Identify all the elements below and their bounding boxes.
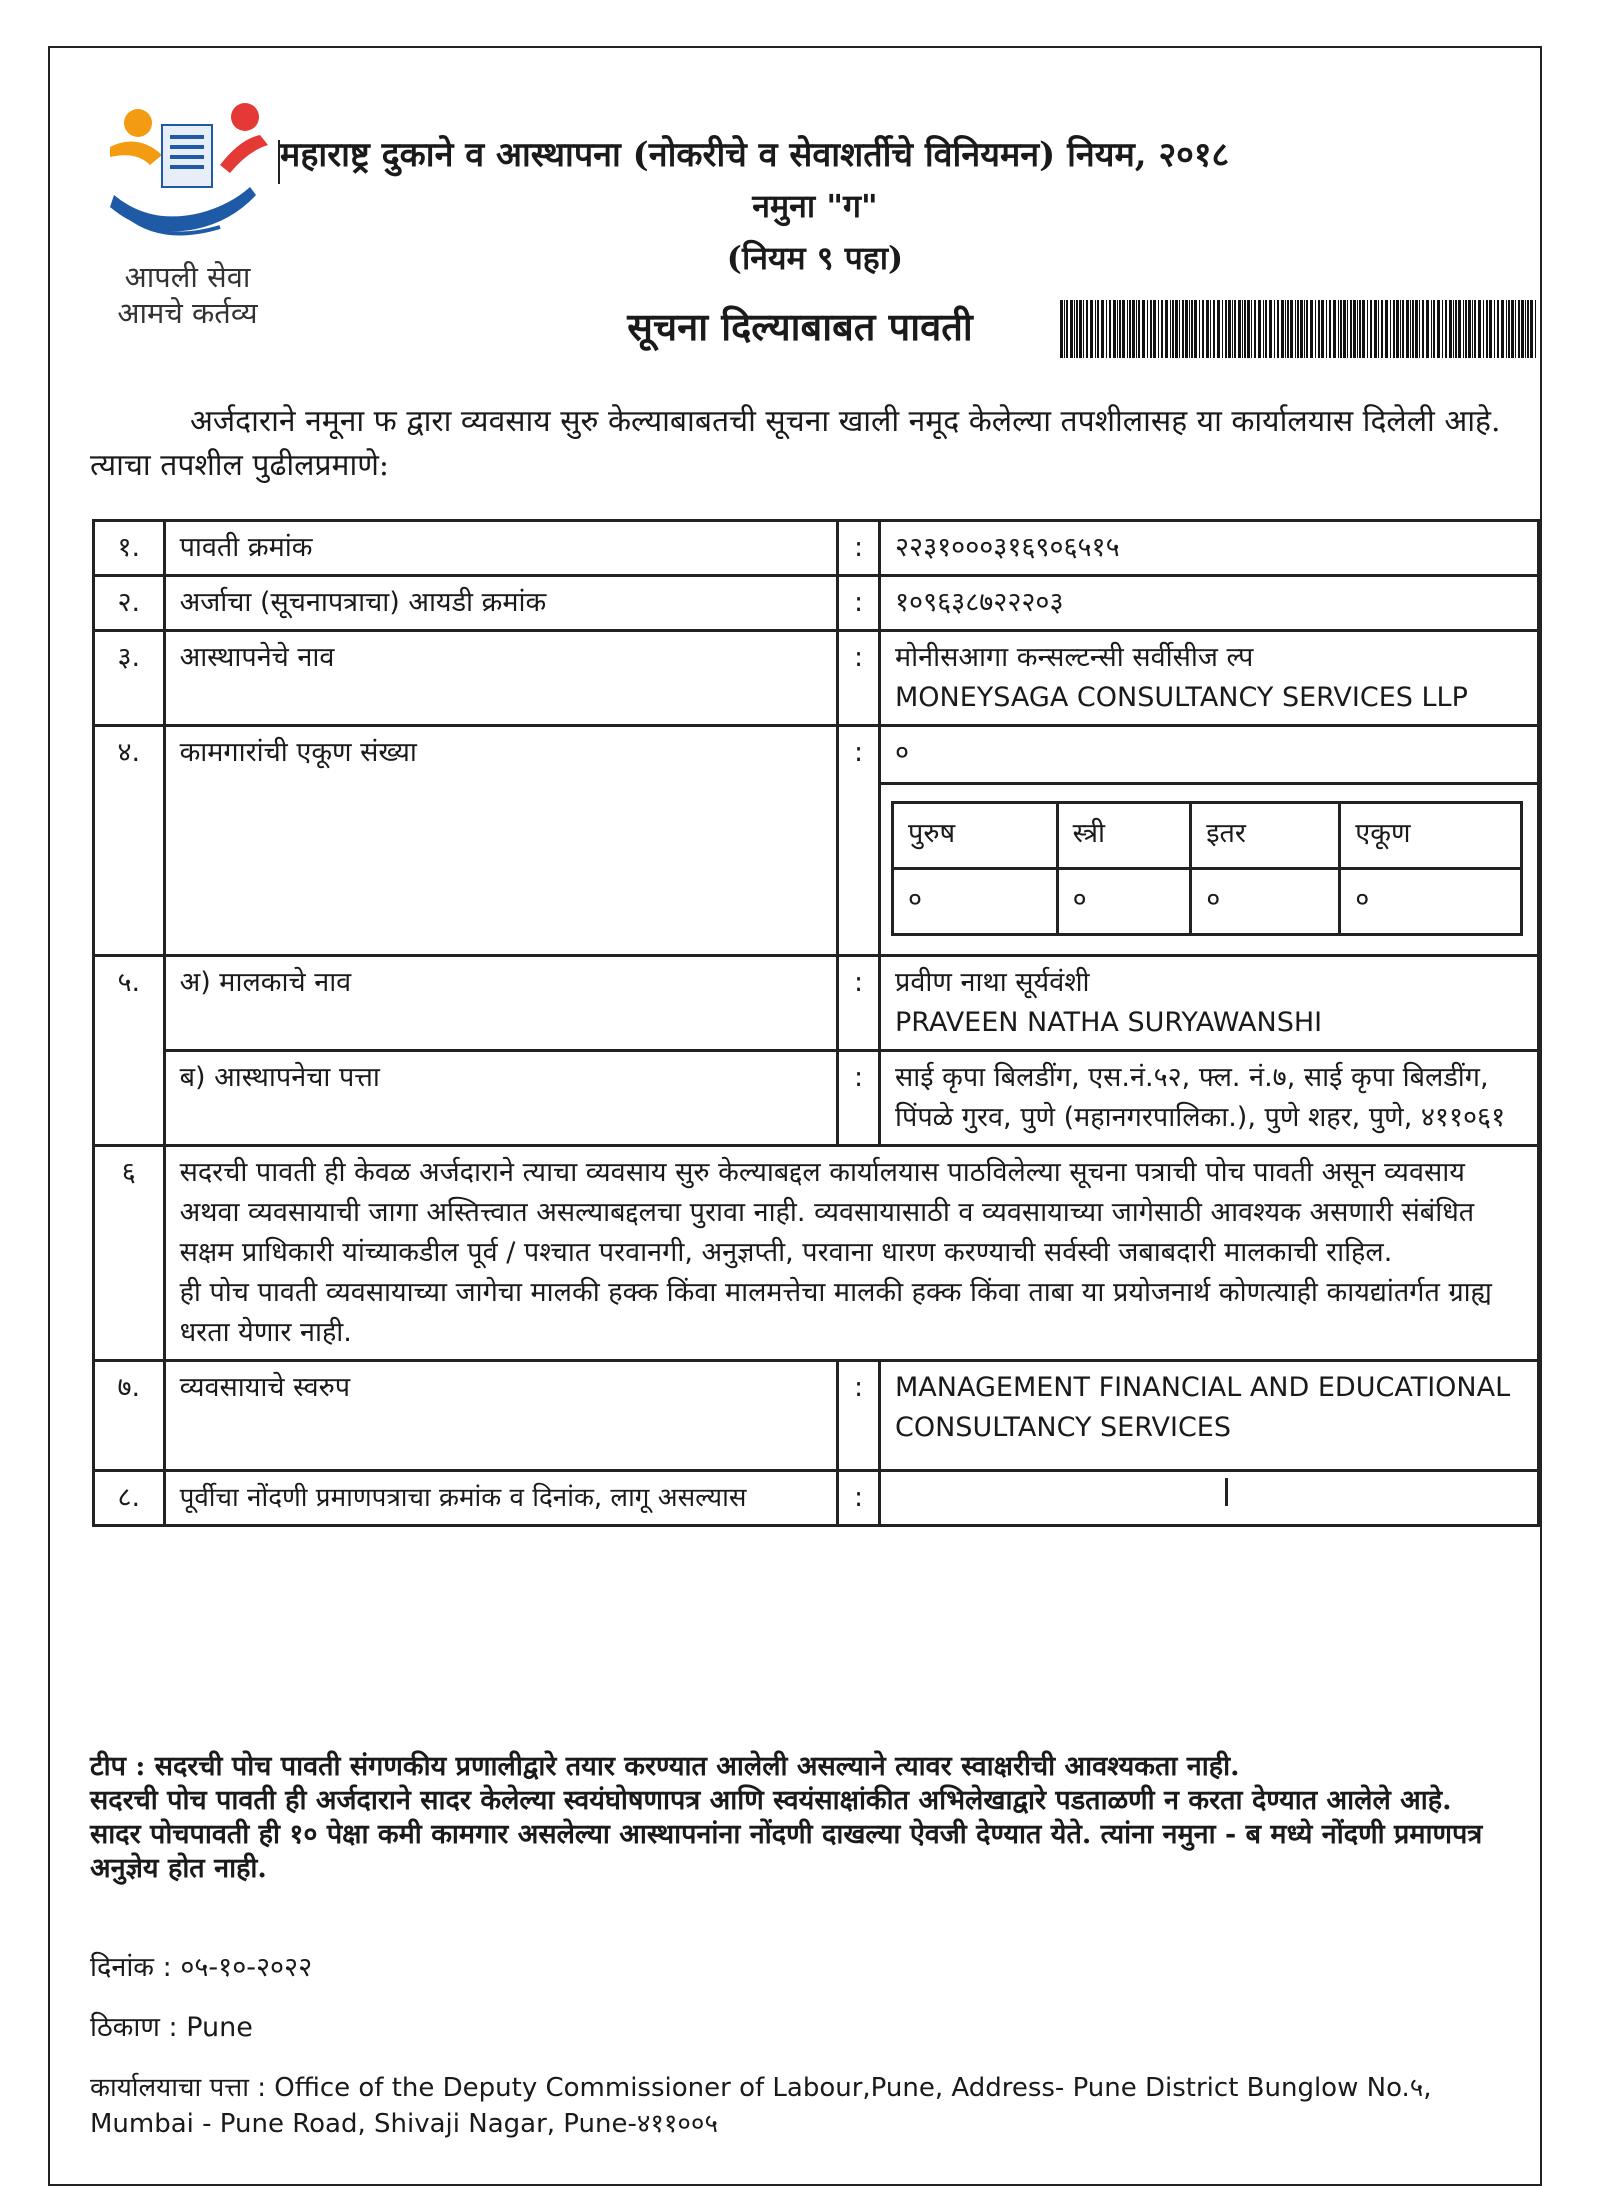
place-line <box>90 2010 1540 2046</box>
barcode-bar <box>1179 300 1180 358</box>
row-separator: : <box>838 521 880 576</box>
barcode-bar <box>1445 300 1447 358</box>
workers-table <box>891 801 1523 936</box>
barcode-bar <box>1381 300 1383 358</box>
barcode-bar <box>1234 300 1236 358</box>
barcode-bar <box>1138 300 1140 358</box>
disclaimer-para-1: सदरची पावती ही केवळ अर्जदाराने त्याचा व्यवसाय सुरु केल्याबद्दल कार्यालयास पाठविलेल्या सूचना पत्राची पोच पावती असून व्यवसाय अथवा व्यवसायाची जागा अस्तित्त्वात असल्याबद्दलचा पुरावा नाही. व्यवसायासाठी व व्यवसायाच्या जागेसाठी आवश्यक असणारी संबंधित सक्षम प्राधिकारी यांच्याकडील पूर्व / पश्चात परवानगी, अनुज्ञप्ती, परवाना धारण करण्याची सर्वस्वी जबाबदारी मालकाची राहिल. <box>179 1157 1475 1268</box>
barcode-bar <box>1410 300 1411 358</box>
barcode-bar <box>1508 300 1510 358</box>
barcode-bar <box>1304 300 1305 358</box>
barcode-bar <box>1285 300 1286 358</box>
total-workers: ० <box>880 726 1539 784</box>
barcode-bar <box>1142 300 1145 358</box>
heading-rule-ref: (नियम ९ पहा) <box>726 239 904 277</box>
barcode-bar <box>1329 300 1331 358</box>
barcode-bar <box>1511 300 1514 358</box>
previous-registration <box>880 1471 1539 1526</box>
barcode-bar <box>1321 300 1324 358</box>
barcode-bar <box>1079 300 1082 358</box>
barcode-bar <box>1254 300 1256 358</box>
barcode-bar <box>1393 300 1395 358</box>
barcode-bar <box>1251 300 1252 358</box>
barcode-bar <box>1153 300 1156 358</box>
barcode-bar <box>1431 300 1432 358</box>
table-row <box>94 726 1539 784</box>
barcode-bar <box>1060 300 1063 358</box>
receipt-number: २२३१०००३१६९०६५१५ <box>880 521 1539 576</box>
workers-female-count: ० <box>1057 869 1191 935</box>
barcode-bar <box>1530 300 1533 358</box>
owner-name-en: PRAVEEN NATHA SURYAWANSHI <box>895 1007 1323 1038</box>
barcode-bar <box>1191 300 1193 358</box>
workers-header-total: एकूण <box>1340 803 1522 869</box>
workers-total-count: ० <box>1340 869 1522 935</box>
barcode-bar <box>1122 300 1125 358</box>
barcode-bar <box>1501 300 1504 358</box>
barcode-bar <box>1129 300 1131 358</box>
place-label: ठिकाण : <box>90 2012 178 2043</box>
barcode-bar <box>1515 300 1516 358</box>
date-label: दिनांक : <box>90 1952 172 1983</box>
barcode-bar <box>1486 300 1488 358</box>
barcode-bar <box>1463 300 1464 358</box>
row-separator: : <box>838 576 880 631</box>
barcode-bar <box>1290 300 1293 358</box>
barcode-bar <box>1396 300 1399 358</box>
table-row <box>94 576 1539 631</box>
table-row <box>94 1471 1539 1526</box>
barcode-bar <box>1199 300 1200 358</box>
office-address-line <box>90 2070 1540 2142</box>
barcode-bar <box>1127 300 1128 358</box>
barcode-bar <box>1158 300 1159 358</box>
barcode-bar <box>1449 300 1452 358</box>
intro-paragraph <box>90 400 1530 488</box>
barcode-bar <box>1090 300 1093 358</box>
table-row <box>94 1051 1539 1146</box>
barcode-bar <box>1374 300 1377 358</box>
barcode-bar <box>1238 300 1241 358</box>
logo-line-1: आपली सेवा <box>124 260 251 294</box>
heading-form-name: नमुना "ग" <box>752 187 878 225</box>
barcode-bar <box>1494 300 1495 358</box>
barcode-bar <box>1453 300 1454 358</box>
row-number: १. <box>94 521 165 576</box>
barcode-bar <box>1070 300 1073 358</box>
note-block <box>90 1750 1540 1886</box>
barcode-bar <box>1406 300 1409 358</box>
date-value: ०५-१०-२०२२ <box>180 1952 313 1983</box>
receipt-title: सूचना दिल्याबाबत पावती <box>627 304 973 349</box>
barcode-bar <box>1310 300 1313 358</box>
barcode-bar <box>1497 300 1499 358</box>
row-label: पूर्वीचा नोंदणी प्रमाणपत्राचा क्रमांक व दिनांक, लागू असल्यास <box>164 1471 838 1526</box>
barcode-bar <box>1150 300 1152 358</box>
barcode-bar <box>1442 300 1443 358</box>
barcode-bar <box>1527 300 1529 358</box>
barcode-bar <box>1202 300 1204 358</box>
row-label: आस्थापनेचे नाव <box>164 631 838 726</box>
note-line-2: सदरची पोच पावती ही अर्जदाराने सादर केलेल्या स्वयंघोषणापत्र आणि स्वयंसाक्षांकीत अभिलेखाद्वारे पडताळणी न करता देण्यात आलेले आहे. <box>90 1785 1452 1816</box>
establishment-address: साई कृपा बिलडींग, एस.नं.५२, फ्ल. नं.७, साई कृपा बिलडींग, पिंपळे गुरव, पुणे (महानगरपालिका.), पुणे शहर, पुणे, ४११०६१ <box>880 1051 1539 1146</box>
barcode-bar <box>1165 300 1168 358</box>
barcode-bar <box>1206 300 1209 358</box>
barcode-bar <box>1274 300 1275 358</box>
row-label: अर्जाचा (सूचनापत्राचा) आयडी क्रमांक <box>164 576 838 631</box>
barcode-bar <box>1353 300 1356 358</box>
barcode-bar <box>1458 300 1461 358</box>
heading-rule-title: महाराष्ट्र दुकाने व आस्थापना (नोकरीचे व सेवाशर्तीचे विनियमन) नियम, २०१८ <box>280 135 1230 175</box>
barcode-bar <box>1242 300 1243 358</box>
barcode-bar <box>1247 300 1250 358</box>
barcode-bar <box>1357 300 1358 358</box>
date-line <box>90 1950 1540 1986</box>
barcode-bar <box>1295 300 1296 358</box>
barcode-bar <box>1347 300 1348 358</box>
barcode-bar <box>1468 300 1471 358</box>
logo-line-2: आमचे कर्तव्य <box>117 296 258 330</box>
barcode-bar <box>1147 300 1148 358</box>
barcode-bar <box>1412 300 1414 358</box>
barcode-bar <box>1265 300 1267 358</box>
barcode-bar <box>1066 300 1068 358</box>
barcode-bar <box>1455 300 1457 358</box>
barcode-bar <box>1217 300 1220 358</box>
row-label: व्यवसायाचे स्वरुप <box>164 1361 838 1471</box>
barcode-bar <box>1385 300 1388 358</box>
barcode-bar <box>1474 300 1476 358</box>
barcode-bar <box>1333 300 1336 358</box>
intro-text: अर्जदाराने नमूना फ द्वारा व्यवसाय सुरु केल्याबाबतची सूचना खाली नमूद केलेल्या तपशीलासह या कार्यालयास दिलेली आहे. त्याचा तपशील पुढीलप्रमाणे: <box>90 404 1501 483</box>
establishment-name-mr: मोनीसआगा कन्सल्टन्सी सर्वीसीज ल्प <box>895 642 1254 673</box>
barcode-bar <box>1306 300 1308 358</box>
row-separator: : <box>838 726 880 956</box>
row-number: ४. <box>94 726 165 956</box>
place-value: Pune <box>186 2012 253 2043</box>
table-row <box>94 1361 1539 1471</box>
barcode-bar <box>1076 300 1078 358</box>
barcode-bar <box>1175 300 1178 358</box>
table-row <box>94 521 1539 576</box>
barcode-bar <box>1064 300 1065 358</box>
row-separator: : <box>838 1361 880 1471</box>
row-separator: : <box>838 1471 880 1526</box>
barcode-bar <box>1326 300 1327 358</box>
row-separator: : <box>838 956 880 1051</box>
barcode-bar <box>1182 300 1184 358</box>
barcode-bar <box>1225 300 1227 358</box>
barcode-bar <box>1258 300 1261 358</box>
row-label: ब) आस्थापनेचा पत्ता <box>164 1051 838 1146</box>
barcode-bar <box>1402 300 1404 358</box>
row-number: ७. <box>94 1361 165 1471</box>
row-label: पावती क्रमांक <box>164 521 838 576</box>
barcode-bar <box>1109 300 1111 358</box>
barcode-bar <box>1074 300 1075 358</box>
note-line-3: सादर पोचपावती ही १० पेक्षा कमी कामगार असलेल्या आस्थापनांना नोंदणी दाखल्या ऐवजी देण्यात येते. त्यांना नमुना - ब मध्ये नोंदणी प्रमाणपत्र अनुज्ञेय होत नाही. <box>90 1819 1483 1884</box>
workers-other-count: ० <box>1191 869 1340 935</box>
barcode-bar <box>1097 300 1099 358</box>
barcode-bar <box>1419 300 1420 358</box>
barcode-bar <box>1210 300 1211 358</box>
barcode-bar <box>1433 300 1435 358</box>
barcode-bar <box>1315 300 1316 358</box>
barcode-bar <box>1422 300 1424 358</box>
business-nature: MANAGEMENT FINANCIAL AND EDUCATIONAL CONSULTANCY SERVICES <box>880 1361 1539 1471</box>
row-separator: : <box>838 1051 880 1146</box>
establishment-name <box>880 631 1539 726</box>
barcode-bar <box>1506 300 1507 358</box>
barcode-bar <box>1172 300 1174 358</box>
barcode-bar <box>1343 300 1346 358</box>
establishment-name-en: MONEYSAGA CONSULTANCY SERVICES LLP <box>895 682 1468 713</box>
aapli-seva-logo <box>100 95 275 330</box>
barcode-bar <box>1437 300 1440 358</box>
barcode-bar <box>1338 300 1339 358</box>
workers-header-other: इतर <box>1191 803 1340 869</box>
barcode-bar <box>1101 300 1104 358</box>
barcode-bar <box>1222 300 1223 358</box>
barcode-bar <box>1518 300 1520 358</box>
row-number: ६ <box>94 1146 165 1361</box>
text-cursor-mark <box>1225 1478 1228 1506</box>
barcode-bar <box>1213 300 1215 358</box>
barcode-bar <box>1277 300 1279 358</box>
barcode-bar <box>1367 300 1368 358</box>
barcode-bar <box>1095 300 1096 358</box>
barcode-bar <box>1400 300 1401 358</box>
row-number: ५. <box>94 956 165 1146</box>
row-label: अ) मालकाचे नाव <box>164 956 838 1051</box>
row-label: कामगारांची एकूण संख्या <box>164 726 838 956</box>
owner-name-mr: प्रवीण नाथा सूर्यवंशी <box>895 967 1090 998</box>
barcode-bar <box>1318 300 1320 358</box>
barcode-bar <box>1340 300 1342 358</box>
row-separator: : <box>838 631 880 726</box>
row-number: ८. <box>94 1471 165 1526</box>
barcode-bar <box>1194 300 1197 358</box>
barcode-bar <box>1132 300 1135 358</box>
barcode-bar <box>1263 300 1264 358</box>
row-number: २. <box>94 576 165 631</box>
barcode-bar <box>1370 300 1372 358</box>
barcode-bar <box>1086 300 1088 358</box>
barcode-bar <box>1244 300 1246 358</box>
barcode-bar <box>1415 300 1418 358</box>
workers-header-male: पुरुष <box>893 803 1058 869</box>
barcode-bar <box>1161 300 1163 358</box>
barcode-bar <box>1117 300 1118 358</box>
barcode-bar <box>1300 300 1303 358</box>
workers-breakdown <box>880 784 1539 956</box>
barcode-bar <box>1489 300 1492 358</box>
row-number: ३. <box>94 631 165 726</box>
barcode-bar <box>1106 300 1107 358</box>
note-line-1: टीप : सदरची पोच पावती संगणकीय प्रणालीद्वारे तयार करण्यात आलेली असल्याने त्यावर स्वाक्षरीची आवश्यकता नाही. <box>90 1751 1240 1782</box>
table-row <box>94 631 1539 726</box>
barcode-bar <box>1535 300 1536 358</box>
barcode-bar <box>1281 300 1284 358</box>
table-row <box>94 956 1539 1051</box>
barcode-bar <box>1483 300 1484 358</box>
table-row <box>94 1146 1539 1361</box>
barcode-bar <box>1189 300 1190 358</box>
barcode-bar <box>1119 300 1121 358</box>
disclaimer-cell <box>164 1146 1538 1361</box>
form-heading <box>280 130 1350 284</box>
barcode-bar <box>1170 300 1171 358</box>
barcode-bar <box>1269 300 1272 358</box>
barcode-bar <box>1185 300 1188 358</box>
barcode-bar <box>1521 300 1524 358</box>
barcode-bar <box>1525 300 1526 358</box>
office-label: कार्यालयाचा पत्ता : <box>90 2073 266 2103</box>
disclaimer-para-2: ही पोच पावती व्यवसायाच्या जागेचा मालकी हक्क किंवा मालमत्तेचा मालकी हक्क किंवा ताबा या प्रयोजनार्थ कोणत्याही कायद्यांतर्गत ग्राह्य धरता येणार नाही. <box>179 1277 1492 1348</box>
barcode-bar <box>1426 300 1429 358</box>
workers-male-count: ० <box>893 869 1058 935</box>
barcode-icon <box>1060 300 1540 358</box>
barcode-bar <box>1362 300 1365 358</box>
barcode-bar <box>1359 300 1361 358</box>
barcode-bar <box>1350 300 1352 358</box>
barcode-bar <box>1113 300 1116 358</box>
barcode-bar <box>1297 300 1299 358</box>
owner-name <box>880 956 1539 1051</box>
office-value: Office of the Deputy Commissioner of Labour,Pune, Address- Pune District Bunglow No.५, Mumbai - Pune Road, Shivaji Nagar, Pune-४११००५ <box>90 2073 1432 2139</box>
barcode-bar <box>1287 300 1289 358</box>
barcode-bar <box>1136 300 1137 358</box>
barcode-bar <box>1472 300 1473 358</box>
barcode-bar <box>1465 300 1467 358</box>
application-id: १०९६३८७२२२०३ <box>880 576 1539 631</box>
logo-emblem-icon <box>100 95 275 255</box>
barcode-bar <box>1390 300 1391 358</box>
barcode-bar <box>1228 300 1231 358</box>
workers-header-female: स्त्री <box>1057 803 1191 869</box>
details-table <box>92 519 1540 1527</box>
barcode-bar <box>1478 300 1481 358</box>
barcode-bar <box>1083 300 1084 358</box>
barcode-bar <box>1232 300 1233 358</box>
barcode-bar <box>1378 300 1379 358</box>
